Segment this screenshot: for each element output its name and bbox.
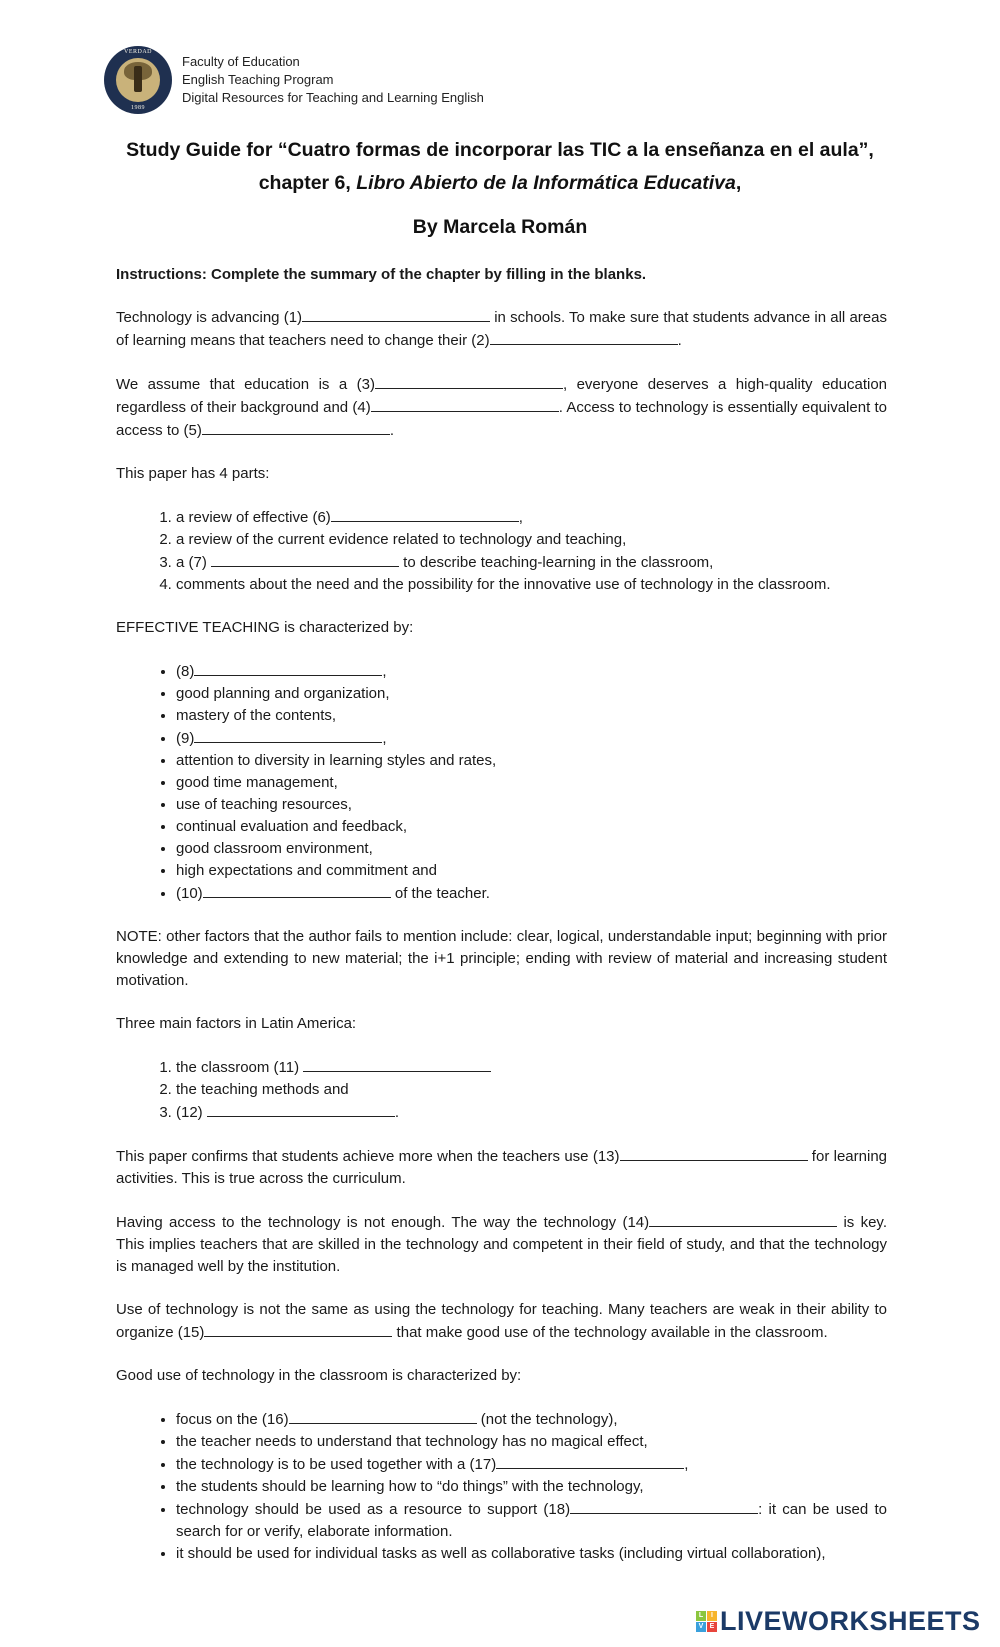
text: . <box>394 1104 400 1121</box>
good-use-list <box>116 1408 887 1565</box>
list-item <box>176 660 887 683</box>
list-item <box>176 727 887 750</box>
author-line: By Marcela Román <box>412 216 588 238</box>
worksheet-body <box>116 264 887 1586</box>
blank-2[interactable] <box>490 329 678 345</box>
seal-top-text: VERDAD <box>124 49 152 55</box>
effective-teaching-list <box>116 660 887 905</box>
paper-parts-section <box>116 463 887 596</box>
effective-teaching-section <box>116 617 887 905</box>
text: Technology is advancing (1) <box>116 309 303 326</box>
list-item <box>176 551 887 574</box>
text: (12) <box>176 1104 207 1121</box>
title-line-1: Study Guide for “Cuatro formas de incorporar las TIC a la enseñanza en el aula”, <box>126 139 874 161</box>
instructions: Instructions: Complete the summary of the chapter by filling in the blanks. <box>116 266 647 283</box>
good-use-heading: Good use of technology in the classroom is characterized by: <box>116 1367 522 1384</box>
list-item: • good classroom environment, <box>176 838 887 860</box>
paper-parts-heading: This paper has 4 parts: <box>116 465 270 482</box>
blank-6[interactable] <box>331 506 519 522</box>
list-item: 2. the teaching methods and <box>176 1079 887 1101</box>
list-item <box>176 882 887 905</box>
text: : it can be used to search for or verify, elaborate information. <box>176 1501 887 1540</box>
page-title <box>100 134 900 200</box>
text: a review of the current evidence related to technology and teaching, <box>176 531 627 548</box>
text: We assume that education is a (3) <box>116 376 375 393</box>
list-item: • the teacher needs to understand that technology has no magical effect, <box>176 1431 887 1453</box>
blank-4[interactable] <box>371 396 559 412</box>
list-item: • high expectations and commitment and <box>176 860 887 882</box>
latin-america-section <box>116 1013 887 1124</box>
block-e: E <box>707 1622 717 1632</box>
effective-teaching-heading: EFFECTIVE TEACHING is characterized by: <box>116 619 414 636</box>
blank-1[interactable] <box>302 306 490 322</box>
list-item: • good planning and organization, <box>176 683 887 705</box>
paragraph-14 <box>116 1211 887 1278</box>
text: Having access to the technology is not enough. The way the technology (14) <box>116 1214 650 1231</box>
paragraph-13 <box>116 1145 887 1190</box>
list-item <box>176 1056 887 1079</box>
blank-14[interactable] <box>649 1211 837 1227</box>
title-chapter: chapter 6, <box>258 172 357 194</box>
list-item: • mastery of the contents, <box>176 705 887 727</box>
text: of the teacher. <box>390 885 490 902</box>
title-book: Libro Abierto de la Informática Educativa <box>356 172 736 194</box>
resources-line: Digital Resources for Teaching and Learning English <box>182 90 484 105</box>
latin-america-heading: Three main factors in Latin America: <box>116 1015 357 1032</box>
list-item <box>176 1101 887 1124</box>
note-paragraph: NOTE: other factors that the author fails to mention include: clear, logical, understandable input; beginning with prior knowledge and extending to new material; the i+1 principle; ending with review of material and increasing student motivation. <box>116 928 887 989</box>
blank-7[interactable] <box>211 551 399 567</box>
text: a review of effective (6) <box>176 509 331 526</box>
blank-12[interactable] <box>207 1101 395 1117</box>
text: Use of technology is not the same as using the technology for teaching. Many teachers are weak in their ability to organize (15) <box>116 1301 887 1341</box>
good-use-section <box>116 1365 887 1565</box>
blank-3[interactable] <box>375 373 563 389</box>
text: to describe teaching-learning in the classroom, <box>399 554 714 571</box>
blank-18[interactable] <box>570 1498 758 1514</box>
text: is key. This implies teachers that are skilled in the technology and competent in their field of study, and that the technology is managed well by the institution. <box>116 1214 887 1275</box>
list-item <box>176 506 887 529</box>
tree-trunk-icon <box>134 66 142 92</box>
text: . Access to technology is essentially equivalent to access to (5) <box>116 399 888 439</box>
header-text <box>182 53 484 107</box>
text: comments about the need and the possibility for the innovative use of technology in the classroom. <box>176 576 831 593</box>
text: (not the technology), <box>476 1411 618 1428</box>
text: for learning activities. This is true across the curriculum. <box>116 1148 887 1187</box>
text: technology should be used as a resource to support (18) <box>176 1501 571 1518</box>
text: , <box>518 509 523 526</box>
text: , <box>684 1456 689 1473</box>
list-item <box>176 1453 887 1476</box>
list-item: • attention to diversity in learning styles and rates, <box>176 750 887 772</box>
list-item <box>176 574 887 596</box>
liveworksheets-logo <box>696 1606 981 1637</box>
list-item <box>176 529 887 551</box>
text: focus on the (16) <box>176 1411 289 1428</box>
program-line: English Teaching Program <box>182 72 334 87</box>
text: (8) <box>176 663 195 680</box>
blank-5[interactable] <box>202 419 390 435</box>
paragraph-1 <box>116 306 887 352</box>
block-i: I <box>707 1611 717 1621</box>
blank-10[interactable] <box>203 882 391 898</box>
blank-17[interactable] <box>496 1453 684 1469</box>
blank-15[interactable] <box>204 1321 392 1337</box>
seal-year: 1989 <box>131 105 145 111</box>
text: , <box>382 663 387 680</box>
text: the technology is to be used together with a (17) <box>176 1456 497 1473</box>
title-line-2 <box>100 167 900 200</box>
blank-9[interactable] <box>194 727 382 743</box>
text: . <box>677 332 682 349</box>
blank-13[interactable] <box>620 1145 808 1161</box>
block-l: L <box>696 1611 706 1621</box>
list-item: • use of teaching resources, <box>176 794 887 816</box>
list-item <box>176 1408 887 1431</box>
faculty-line: Faculty of Education <box>182 54 300 69</box>
paper-parts-list <box>116 506 887 596</box>
text: (9) <box>176 730 195 747</box>
blank-16[interactable] <box>289 1408 477 1424</box>
university-seal-logo <box>104 46 172 114</box>
text: (10) <box>176 885 203 902</box>
text: , <box>382 730 387 747</box>
text: . <box>389 422 395 439</box>
list-item: • the students should be learning how to “do things” with the technology, <box>176 1476 887 1498</box>
text: , everyone deserves a high-quality education regardless of their background and (4) <box>116 376 888 416</box>
list-item: • good time management, <box>176 772 887 794</box>
paragraph-2 <box>116 373 887 442</box>
institution-header <box>104 46 484 114</box>
text: the classroom (11) <box>176 1059 304 1076</box>
blank-11[interactable] <box>303 1056 491 1072</box>
text: This paper confirms that students achieve more when the teachers use (13) <box>116 1148 620 1165</box>
brand-wordmark: LIVEWORKSHEETS <box>720 1606 981 1636</box>
title-comma: , <box>735 172 742 194</box>
text: a (7) <box>176 554 212 571</box>
list-item: • continual evaluation and feedback, <box>176 816 887 838</box>
blank-8[interactable] <box>194 660 382 676</box>
text: that make good use of the technology available in the classroom. <box>392 1324 828 1341</box>
text: in schools. To make sure that students advance in all areas of learning means that teachers need to change their (2) <box>116 309 887 349</box>
live-blocks-icon <box>696 1611 717 1632</box>
list-item: • it should be used for individual tasks as well as collaborative tasks (including virtual collaboration), <box>176 1543 887 1565</box>
list-item <box>176 1498 887 1543</box>
latin-america-list <box>116 1056 887 1124</box>
paragraph-15 <box>116 1299 887 1344</box>
block-v: V <box>696 1622 706 1632</box>
